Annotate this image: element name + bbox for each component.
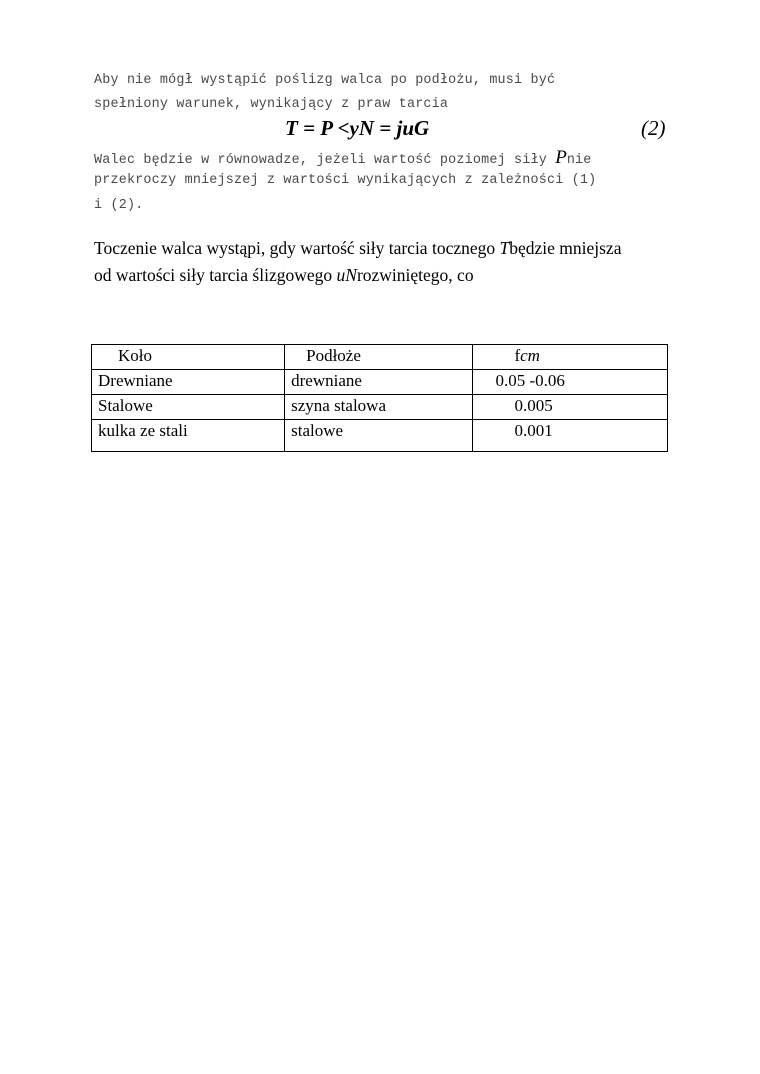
paragraph-2-text-b: nie	[566, 153, 592, 168]
cell-wheel: kulka ze stali	[92, 420, 285, 452]
cell-surface: drewniane	[285, 370, 473, 395]
friction-coefficient-table	[91, 344, 668, 452]
equation-number: (2)	[641, 116, 666, 140]
paragraph-3-text-d: rozwiniętego, co	[356, 265, 474, 285]
cell-coefficient: 0.05 -0.06	[473, 370, 668, 395]
paragraph-3-line-2	[94, 265, 474, 286]
header-fcm	[473, 345, 668, 370]
header-cm: cm	[520, 346, 540, 365]
table-header-row	[92, 345, 668, 370]
cell-coefficient: 0.001	[473, 420, 668, 452]
paragraph-2-text-a: Walec będzie w równowadze, jeżeli wartość poziomej siły	[94, 153, 556, 168]
variable-p: P	[555, 147, 567, 168]
cell-wheel: Stalowe	[92, 395, 285, 420]
variable-un: uN	[336, 265, 357, 285]
paragraph-1-line-1: Aby nie mógł wystąpić poślizg walca po podłożu, musi być	[94, 73, 556, 88]
paragraph-2-line-3: i (2).	[94, 198, 144, 213]
variable-t: T	[499, 238, 510, 258]
cell-coefficient: 0.005	[473, 395, 668, 420]
paragraph-3-text-c: od wartości siły tarcia ślizgowego	[94, 265, 337, 285]
table-row	[92, 420, 668, 452]
cell-wheel: Drewniane	[92, 370, 285, 395]
paragraph-3-text-a: Toczenie walca wystąpi, gdy wartość siły tarcia tocznego	[94, 238, 500, 258]
paragraph-2-line-1	[94, 147, 592, 169]
cell-surface: szyna stalowa	[285, 395, 473, 420]
equation: T = P <yN = juG	[285, 116, 430, 140]
paragraph-3-text-b: będzie mniejsza	[509, 238, 622, 258]
paragraph-2-line-2: przekroczy mniejszej z wartości wynikających z zależności (1)	[94, 173, 597, 188]
table-row	[92, 370, 668, 395]
header-f: f	[514, 346, 521, 365]
table-row	[92, 395, 668, 420]
paragraph-3-line-1	[94, 238, 621, 259]
header-podloze: Podłoże	[285, 345, 473, 370]
header-kolo: Koło	[92, 345, 285, 370]
cell-surface: stalowe	[285, 420, 473, 452]
paragraph-1-line-2: spełniony warunek, wynikający z praw tarcia	[94, 97, 449, 112]
